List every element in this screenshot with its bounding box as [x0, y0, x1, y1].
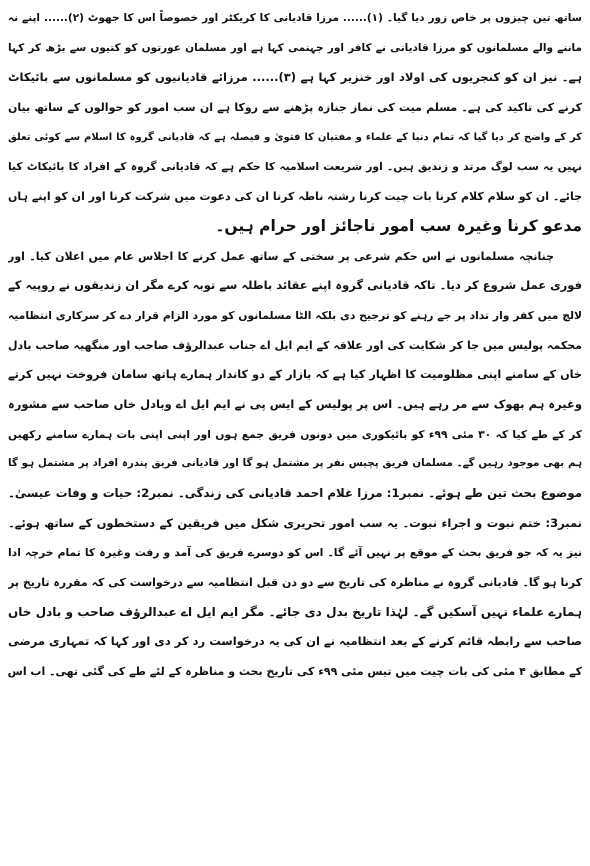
text-line: محکمہ پولیس میں جا کر شکایت کی اور علاقہ کے ایم ایل اے جناب عبدالرؤف صاحب اور منگھیہ صاحب بادل [8, 338, 582, 352]
paragraph-1 [8, 4, 582, 242]
text-line: فوری عمل شروع کر دیا۔ تاکہ قادیانی گروہ اپنے عقائد باطلہ سے توبہ کرے مگر ان زندیقوں نے روپیہ کے [8, 278, 582, 293]
text-line: صاحب سے رابطہ قائم کرنے کے بعد انتظامیہ نے ان کی یہ درخواست رد کر دی اور کہا کہ تمہاری مرضی [8, 634, 582, 649]
text-line: کر کے واضح کر دیا گیا کہ تمام دنیا کے علماء و مفتیان کا فتویٰ و فیصلہ ہے کہ قادیانی گروہ کا اسلام سے کوئی تعلق [8, 131, 582, 143]
text-line: چنانچہ مسلمانوں نے اس حکم شرعی پر سختی کے ساتھ عمل کرنے کا اجلاس عام میں اعلان کیا۔ اور [8, 249, 554, 263]
text-line: لالچ میں کفر وار تداد پر جے رہنے کو ترجیح دی بلکہ الٹا مسلمانوں کو مورد الزام قرار دے کر سرکاری انتظامیہ [8, 308, 582, 322]
text-line: نمبر3: ختم نبوت و اجراء نبوت۔ یہ سب امور تحریری شکل میں فریقین کے دستخطوں کے ساتھ ہوئے۔ [8, 515, 582, 530]
text-line: مدعو کرنا وغیرہ سب امور ناجائز اور حرام ہیں۔ [215, 216, 582, 235]
text-line: نہیں یہ سب لوگ مرتد و زندیق ہیں۔ اور شریعت اسلامیہ کا حکم ہے کہ قادیانی گروہ کے افراد کا بائیکاٹ کیا [8, 160, 582, 174]
text-line: موضوع بحث تین طے ہوئے۔ نمبر1: مرزا غلام احمد قادیانی کی زندگی۔ نمبر2: حیات و وفات عیسیٰ۔ [8, 486, 582, 500]
text-line: ہے۔ نیز ان کو کنجریوں کی اولاد اور خنزیر کہا ہے (۳)...... مرزائے قادیانیوں کو مسلمانوں سے بائیکاٹ [8, 70, 582, 85]
text-line: ماننے والے مسلمانوں کو مرزا قادیانی نے کافر اور جہنمی کہا ہے اور مسلمان عورتوں کو کتیوں سے بڑھ کر کہا [8, 41, 582, 54]
text-line: جائے۔ ان کو سلام کلام کرنا بات چیت کرنا رشتہ ناطہ کرنا ان کی دعوت میں شرکت کرنا اور ان کو اپنے ہاں [8, 190, 582, 204]
document-page [8, 4, 582, 862]
paragraph-2 [8, 242, 582, 687]
text-line: نیز یہ کہ جو فریق بحث کے موقع پر نہیں آئے گا۔ اس کو دوسرے فریق کی آمد و رفت وغیرہ کا تمام خرچہ ادا [8, 546, 582, 560]
text-line: ہم بھی موجود رہیں گے۔ مسلمان فریق پچیس نفر پر مشتمل ہو گا اور قادیانی فریق پندرہ افراد پر مشتمل ہو گا [8, 457, 582, 470]
text-line: کرنے کی تاکید کی ہے۔ مسلم میت کی نماز جنازہ پڑھنے سے روکا ہے ان سب امور کو حوالوں کے ساتھ بیان [8, 101, 582, 115]
text-line: خاں کے سامنے اپنی مظلومیت کا اظہار کیا ہے کہ بازار کے دو کاندار ہمارے ہاتھ سامان فروخت نہیں کرتے [8, 368, 582, 382]
text-line: کرنا ہو گا۔ قادیانی گروہ نے مناظرہ کی تاریخ سے دو دن قبل انتظامیہ سے درخواست کی کہ مقررہ تاریخ پر [8, 576, 582, 590]
text-line: ساتھ تین چیزوں پر خاص زور دیا گیا۔ (۱)...... مرزا قادیانی کا کریکٹر اور خصوصاً اس کا جھوٹ (۲)...... اپنے نہ [8, 12, 582, 24]
text-line: وغیرہ ہم بھوک سے مر رہے ہیں۔ اس پر پولیس کے ایس پی نے ایم ایل اے وبادل خاں صاحب سے مشورہ [8, 396, 582, 411]
text-line: کے مطابق ۴ مئی کی بات چیت میں تیس مئی ۹۹ء کی تاریخ بحث و مناظرہ کے لئے طے کی گئی تھی۔ اب اس [8, 665, 582, 679]
text-line: کر کے طے کیا کہ ۳۰ مئی ۹۹ء کو بائیکوری میں دونوں فریق جمع ہوں اور اپنی اپنی بات ہمارے سامنے رکھیں [8, 427, 582, 441]
text-line: ہمارے علماء نہیں آسکیں گے۔ لہٰذا تاریخ بدل دی جائے۔ مگر ایم ایل اے عبدالرؤف صاحب و بادل خاں [8, 604, 582, 619]
